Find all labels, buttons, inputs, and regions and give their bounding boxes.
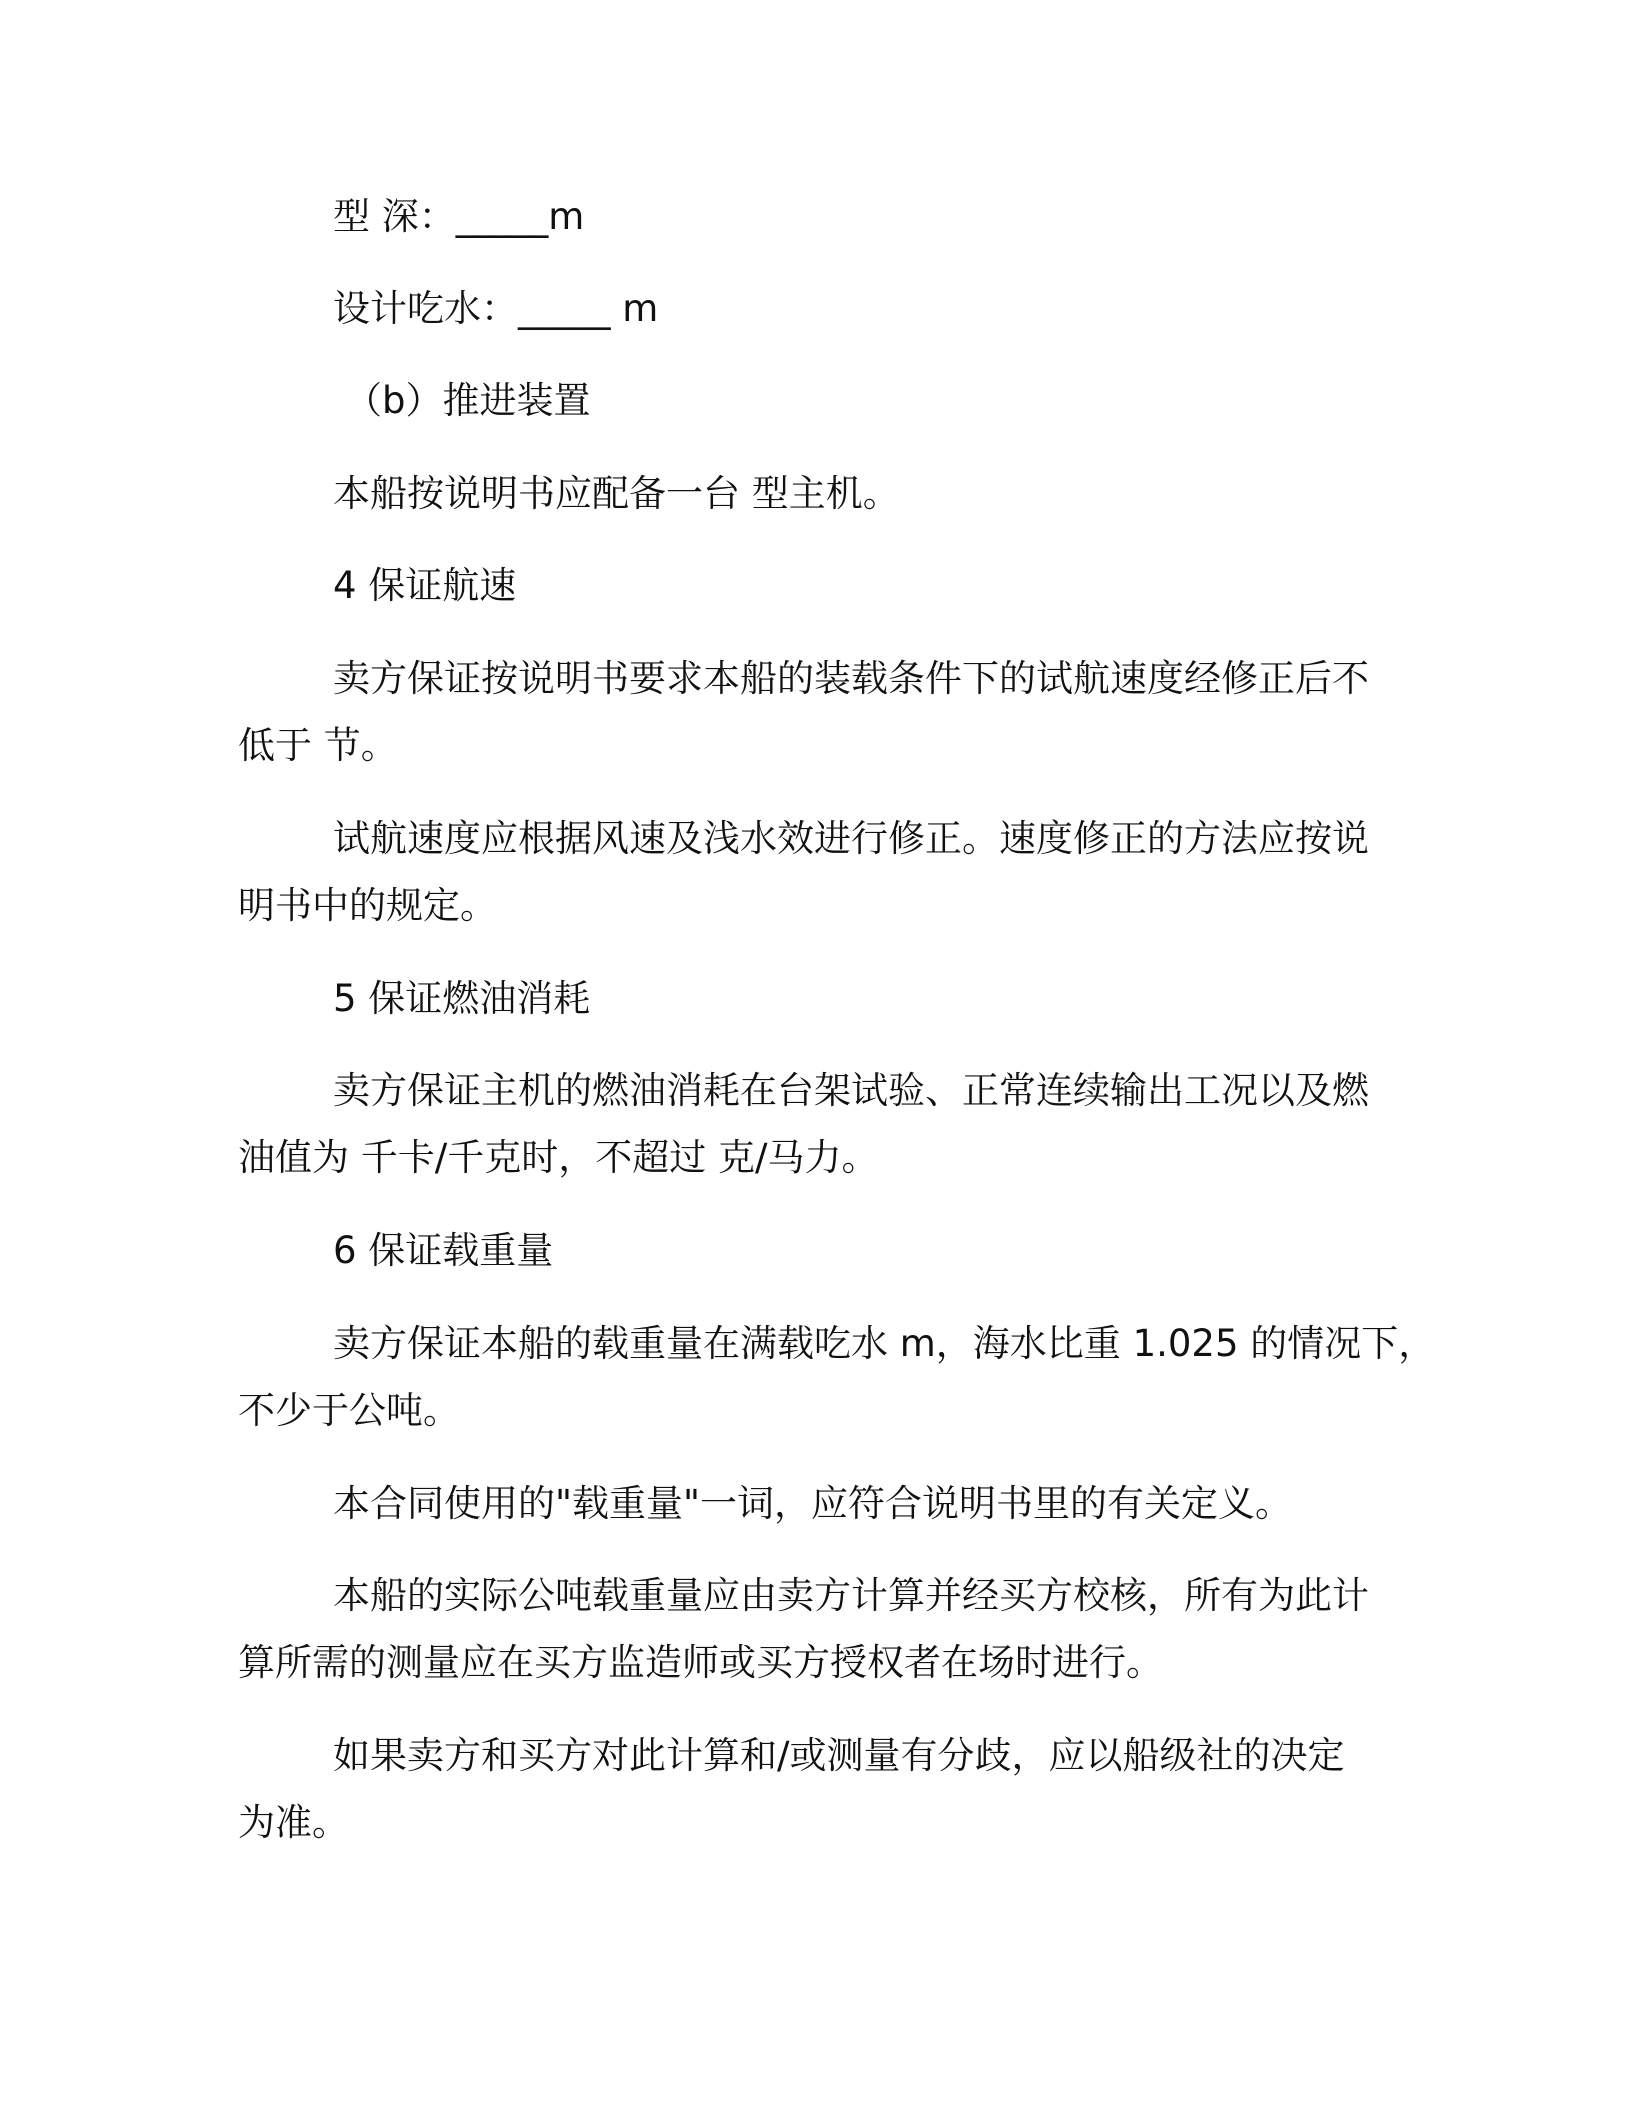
paragraph-dispute-line-2: 为准。 — [238, 1801, 349, 1844]
paragraph-fuel-line-1: 卖方保证主机的燃油消耗在台架试验、正常连续输出工况以及燃 — [333, 1069, 1369, 1112]
paragraph-dispute-line-1: 如果卖方和买方对此计算和/或测量有分歧，应以船级社的决定 — [333, 1734, 1345, 1777]
paragraph-correction-line-2: 明书中的规定。 — [238, 884, 497, 927]
paragraph-fuel-line-2: 油值为 千卡/千克时，不超过 克/马力。 — [238, 1136, 879, 1179]
heading-deadweight: 6 保证载重量 — [333, 1229, 554, 1272]
spec-design-draft: 设计吃水：_____ m — [333, 287, 659, 330]
paragraph-deadweight-line-1: 卖方保证本船的载重量在满载吃水 m，海水比重 1.025 的情况下， — [333, 1322, 1436, 1365]
section-b-propulsion: （b）推进装置 — [345, 379, 591, 422]
paragraph-deadweight-line-2: 不少于公吨。 — [238, 1389, 460, 1432]
paragraph-calculation-line-1: 本船的实际公吨载重量应由卖方计算并经买方校核，所有为此计 — [333, 1574, 1369, 1617]
paragraph-calculation-line-2: 算所需的测量应在买方监造师或买方授权者在场时进行。 — [238, 1641, 1163, 1684]
paragraph-speed-line-1: 卖方保证按说明书要求本船的装载条件下的试航速度经修正后不 — [333, 657, 1369, 700]
heading-fuel-consumption: 5 保证燃油消耗 — [333, 977, 591, 1020]
paragraph-main-engine: 本船按说明书应配备一台 型主机。 — [333, 472, 900, 515]
paragraph-deadweight-definition: 本合同使用的"载重量"一词，应符合说明书里的有关定义。 — [333, 1482, 1293, 1525]
heading-guaranteed-speed: 4 保证航速 — [333, 564, 517, 607]
paragraph-speed-line-2: 低于 节。 — [238, 724, 398, 767]
paragraph-correction-line-1: 试航速度应根据风速及浅水效进行修正。速度修正的方法应按说 — [333, 817, 1369, 860]
spec-molded-depth: 型 深：_____m — [333, 195, 585, 238]
